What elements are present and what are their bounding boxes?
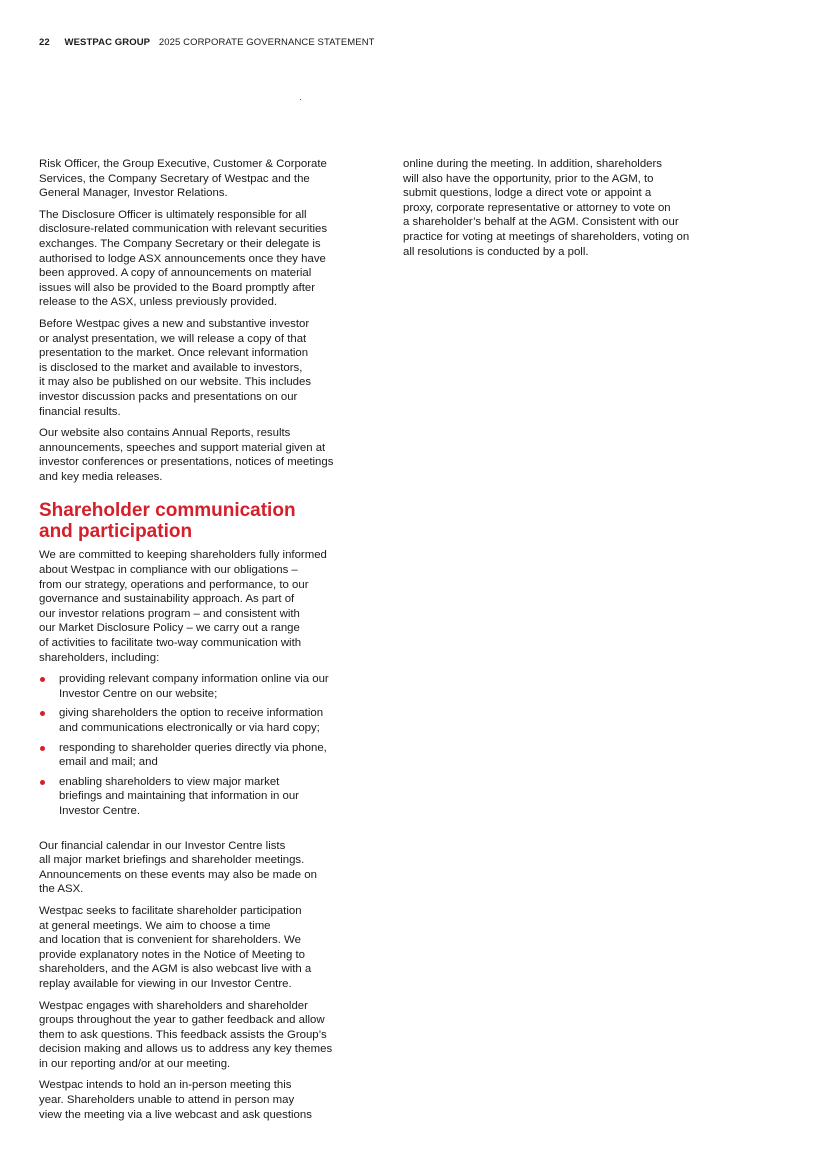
bullet-list: [39, 672, 387, 818]
list-item-text: enabling shareholders to view major market briefings and maintaining that information in our Investor Centre.: [59, 775, 299, 817]
section-heading: Shareholder communication and participation: [39, 500, 296, 543]
list-item-text: providing relevant company information online via our Investor Centre on our website;: [59, 673, 329, 700]
bullet-icon: [40, 711, 45, 716]
paragraph: We are committed to keeping shareholders fully informed about Westpac in compliance with our obligations – from our strategy, operations and performance, to our governance and sustainability approach. As part of our investor relations program – and consistent with our Market Disclosure Policy – we carry out a range of activities to facilitate two-way communication with shareholders, including:: [39, 549, 327, 664]
list-item: [39, 741, 387, 770]
page-number: 22: [39, 37, 50, 48]
left-column: [39, 157, 387, 1129]
list-item: [39, 672, 387, 701]
paragraph: Our website also contains Annual Reports, results announcements, speeches and support material given at investor conferences or presentations, notices of meetings and key media releases.: [39, 427, 334, 483]
paragraph: online during the meeting. In addition, shareholders will also have the opportunity, prior to the AGM, to submit questions, lodge a direct vote or appoint a proxy, corporate representative or attorney to vote on a shareholder’s behalf at the AGM. Consistent with our practice for voting at meetings of shareholders, voting on all resolutions is conducted by a poll.: [403, 158, 690, 258]
document-title: 2025 CORPORATE GOVERNANCE STATEMENT: [158, 37, 375, 48]
paragraph: Before Westpac gives a new and substantive investor or analyst presentation, we will release a copy of that presentation to the market. Once relevant information is disclosed to the market and available to investors, it may also be published on our website. This includes investor discussion packs and presentations on our financial results.: [39, 317, 312, 418]
right-column: [403, 157, 748, 266]
list-item: [39, 706, 387, 735]
brand-name: WESTPAC GROUP: [64, 37, 151, 48]
bullet-icon: [40, 780, 45, 785]
paragraph: Our financial calendar in our Investor Centre lists all major market briefings and shareholder meetings. Announcements on these events may also be made on the ASX.: [39, 839, 317, 896]
paragraph: Risk Officer, the Group Executive, Customer & Corporate Services, the Company Secretary of Westpac and the General Manager, Investor Relations.: [39, 158, 327, 200]
paragraph: Westpac seeks to facilitate shareholder participation at general meetings. We aim to choose a time and location that is convenient for shareholders. We provide explanatory notes in the Notice of Meeting to shareholders, and the AGM is also webcast live with a replay available for viewing in our Investor Centre.: [39, 904, 312, 990]
list-item-text: responding to shareholder queries directly via phone, email and mail; and: [59, 741, 327, 769]
bullet-icon: [40, 746, 45, 751]
paragraph: The Disclosure Officer is ultimately responsible for all disclosure-related communication with relevant securities exchanges. The Company Secretary or their delegate is authorised to lodge ASX announcements once they have been approved. A copy of announcements on material issues will also be provided to the Board promptly after release to the ASX, unless previously provided.: [39, 208, 328, 309]
page-header: [39, 37, 375, 48]
paragraph: Westpac intends to hold an in-person meeting this year. Shareholders unable to attend in person may view the meeting via a live webcast and ask questions: [39, 1079, 312, 1121]
stray-dot: [300, 99, 301, 100]
list-item: [39, 775, 387, 819]
list-item-text: giving shareholders the option to receive information and communications electronically or via hard copy;: [59, 707, 324, 734]
bullet-icon: [40, 677, 45, 682]
paragraph: Westpac engages with shareholders and shareholder groups throughout the year to gather feedback and allow them to ask questions. This feedback assists the Group’s decision making and allows us to address any key themes in our reporting and/or at our meeting.: [39, 999, 333, 1070]
